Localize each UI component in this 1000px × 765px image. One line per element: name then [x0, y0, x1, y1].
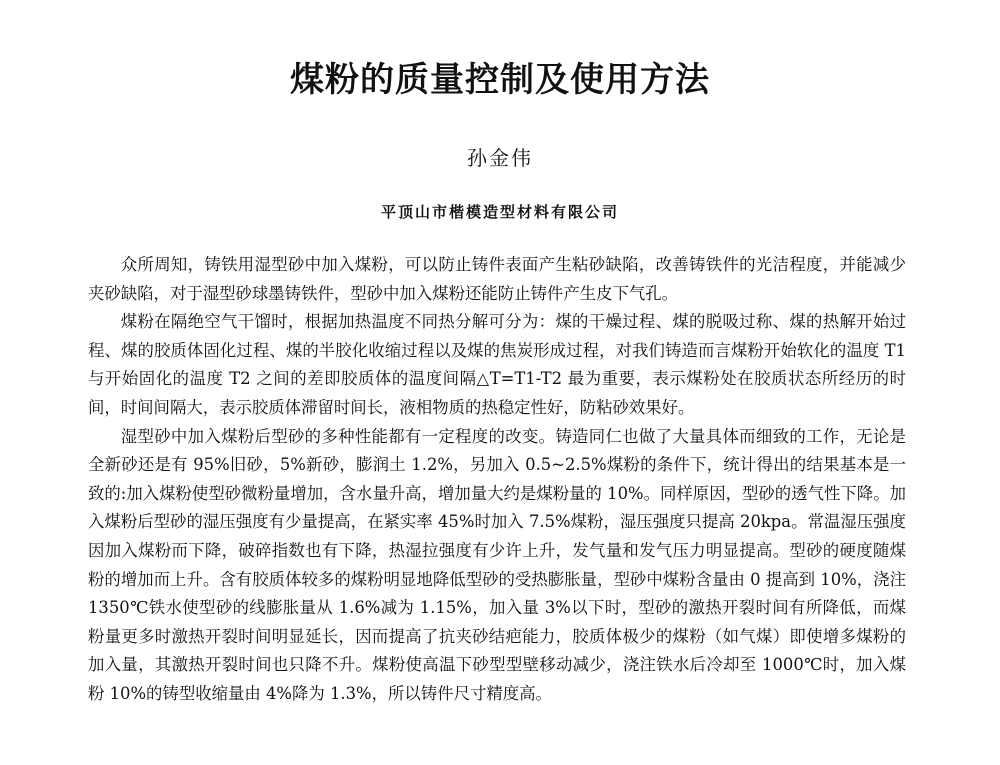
paper-title: 煤粉的质量控制及使用方法	[290, 60, 710, 100]
author-affiliation: 平顶山市楷模造型材料有限公司	[380, 203, 619, 221]
author-name: 孙金伟	[467, 146, 533, 170]
paragraph-3: 湿型砂中加入煤粉后型砂的多种性能都有一定程度的改变。铸造同仁也做了大量具体而细致的工作，无论是全新砂还是有 95%旧砂，5%新砂，膨润土 1.2%，另加入 0.5~2.5%煤粉的条件下，统计得出的结果基本是一致的:加入煤粉使型砂微粉量增加，含水量升高，增加量大约是煤粉量的 10%。同样原因，型砂的透气性下降。加入煤粉后型砂的湿压强度有少量提高，在紧实率 45%时加入 7.5%煤粉，湿压强度只提高 20kpa。常温湿压强度因加入煤粉而下降，破碎指数也有下降，热湿拉强度有少许上升，发气量和发气压力明显提高。型砂的硬度随煤粉的增加而上升。含有胶质体较多的煤粉明显地降低型砂的受热膨胀量，型砂中煤粉含量由 0 提高到 10%，浇注 1350℃铁水使型砂的线膨胀量从 1.6%减为 1.15%，加入量 3%以下时，型砂的激热开裂时间有所降低，而煤粉量更多时激热开裂时间明显延长，因而提高了抗夹砂结疤能力，胶质体极少的煤粉（如气煤）即使增多煤粉的加入量，其激热开裂时间也只降不升。煤粉使高温下砂型型壁移动减少，浇注铁水后冷却至 1000℃时，加入煤粉 10%的铸型收缩量由 4%降为 1.3%，所以铸件尺寸精度高。	[88, 426, 906, 703]
paragraph-2: 煤粉在隔绝空气干馏时，根据加热温度不同热分解可分为：煤的干燥过程、煤的脱吸过称、煤的热解开始过程、煤的胶质体固化过程、煤的半胶化收缩过程以及煤的焦炭形成过程，对我们铸造而言煤粉开始软化的温度 T1 与开始固化的温度 T2 之间的差即胶质体的温度间隔△T=T1-T2 最为重要，表示煤粉处在胶质状态所经历的时间，时间间隔大，表示胶质体滞留时间长，液相物质的热稳定性好，防粘砂效果好。	[88, 312, 906, 417]
body-text	[88, 251, 906, 709]
paragraph-1: 众所周知，铸铁用湿型砂中加入煤粉，可以防止铸件表面产生粘砂缺陷，改善铸铁件的光洁程度，并能减少夹砂缺陷，对于湿型砂球墨铸铁件，型砂中加入煤粉还能防止铸件产生皮下气孔。	[88, 255, 906, 303]
